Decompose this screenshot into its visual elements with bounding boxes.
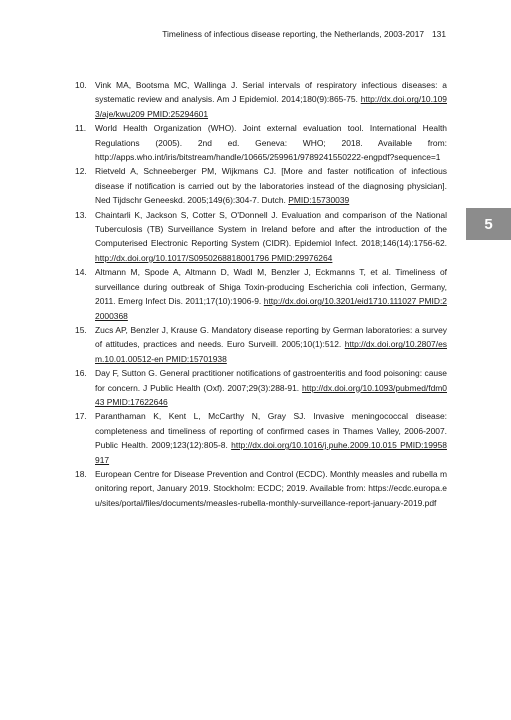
reference-text: Vink MA, Bootsma MC, Wallinga J. Serial intervals of respiratory infectious diseases: a systematic review and analysis. Am J Epidemiol. 2014;180(9):865-75. [95,80,447,105]
reference-link[interactable]: http://dx.doi.org/10.1016/j.puhe.2009.10.015 PMID:19958917 [95,440,447,465]
reference-item [75,467,447,510]
reference-text: World Health Organization (WHO). Joint external evaluation tool. International Health Regulations (2005). 2nd ed. Geneva: WHO; 2018. Available from: http://apps.who.int/iris/bitstream/handle/10665/259961/9789241550222-engpdf?sequence=1 [95,123,447,163]
reference-text: Day F, Sutton G. General practitioner notifications of gastroenteritis and food poisoning: cause for concern. J Public Health (Oxf). 2007;29(3):288-91. [95,368,447,393]
reference-number: 17. [75,411,87,422]
reference-text: Zucs AP, Benzler J, Krause G. Mandatory disease reporting by German laboratories: a survey of attitudes, practices and needs. Euro Surveill. 2005;10(1):512. [95,324,447,350]
reference-link[interactable]: http://dx.doi.org/10.2807/esm.10.01.00512-en PMID:15701938 [95,339,447,364]
reference-item [75,164,447,207]
reference-item [75,208,447,266]
reference-item [75,78,447,121]
chapter-tab: 5 [466,208,511,240]
reference-text: Paranthaman K, Kent L, McCarthy N, Gray SJ. Invasive meningococcal disease: completeness and timeliness of reporting of confirmed cases in Thames Valley, 2006-2007. Public Health. 2009;123(12):805-8. [95,411,447,451]
reference-item [75,121,447,164]
reference-number: 16. [75,368,87,379]
reference-text: Altmann M, Spode A, Altmann D, Wadl M, Benzler J, Eckmanns T, et al. Timeliness of surveillance during outbreak of Shiga Toxin-producing Escherichia coli infection, Germany, 2011. Emerg Infect Dis. 2011;17(10):1906-9. [95,267,447,307]
reference-link[interactable]: http://dx.doi.org/10.3201/eid1710.111027 PMID:22000368 [95,296,447,321]
reference-item [75,323,447,366]
reference-text: Chaintarli K, Jackson S, Cotter S, O'Donnell J. Evaluation and comparison of the National Tuberculosis (TB) Surveillance System in Ireland before and after the introduction of the Computerised Electronic Reporting System (CIDR). Epidemiol Infect. 2018;146(14):1756-62. [95,209,447,249]
reference-number: 18. [75,468,87,479]
running-title: Timeliness of infectious disease reporting, the Netherlands, 2003-2017 [162,29,425,39]
reference-link[interactable]: PMID:15730039 [288,195,350,206]
reference-number: 12. [75,166,87,177]
reference-item [75,366,447,409]
reference-number: 15. [75,324,87,335]
reference-item [75,409,447,467]
reference-item [75,265,447,323]
reference-link[interactable]: http://dx.doi.org/10.1017/S0950268818001796 PMID:29976264 [95,252,333,263]
reference-number: 13. [75,209,87,220]
page-number: 131 [432,29,446,39]
reference-text: European Centre for Disease Prevention and Control (ECDC). Monthly measles and rubella monitoring report, January 2019. Stockholm: ECDC; 2019. Available from: https://ecdc.europa.eu/sites/portal/files/documents/measles-rubella-monthly-surveillance-report-january-2019.pdf [95,468,447,508]
reference-text: Rietveld A, Schneeberger PM, Wijkmans CJ. [More and faster notification of infectious disease if notification is carried out by the laboratories instead of the diagnosing physician]. Ned Tijdschr Geneeskd. 2005;149(6):304-7. Dutch. [95,166,447,206]
reference-link[interactable]: http://dx.doi.org/10.1093/pubmed/fdm043 PMID:17622646 [95,382,447,407]
reference-number: 14. [75,267,87,278]
reference-number: 10. [75,80,87,90]
reference-link[interactable]: http://dx.doi.org/10.1093/aje/kwu209 PMID:25294601 [95,94,447,119]
running-header [60,29,446,39]
reference-list [75,78,447,510]
reference-number: 11. [75,123,87,134]
